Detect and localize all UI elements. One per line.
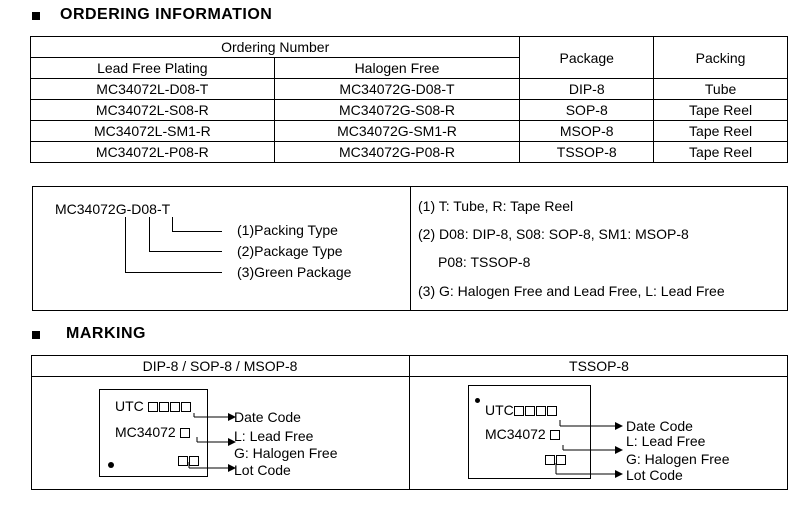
label-lot-code: Lot Code [234, 462, 291, 478]
note-package-cont [438, 254, 530, 270]
table-row [31, 121, 788, 142]
label-halogen-free: G: Halogen Free [626, 451, 730, 467]
header-halogen-free: Halogen Free [274, 58, 520, 79]
note-key: (3) G [418, 283, 450, 299]
label-lead-free: L: Lead Free [234, 428, 314, 444]
note-key: S08 [516, 226, 541, 242]
cell-halogen-free: MC34072G-P08-R [274, 142, 520, 163]
note-key: (1) T [418, 198, 446, 214]
pin1-dot-icon [475, 398, 480, 403]
arrow-head-icon [615, 422, 623, 430]
label-halogen-free: G: Halogen Free [234, 445, 338, 461]
note-text: : SOP-8, [540, 226, 599, 242]
part-code-divider [410, 186, 411, 311]
label-lot-code: Lot Code [626, 467, 683, 483]
right-arrows [540, 408, 630, 488]
cell-packing: Tape Reel [654, 142, 788, 163]
ordering-table [30, 36, 788, 163]
cell-package: MSOP-8 [520, 121, 654, 142]
note-text: : TSSOP-8 [462, 254, 531, 270]
note-green [418, 283, 725, 299]
note-key: R [492, 198, 503, 214]
label-lead-free: L: Lead Free [626, 433, 706, 449]
label-date-code: Date Code [234, 409, 301, 425]
note-package [418, 226, 689, 242]
note-text: : Halogen Free and Lead Free, [449, 283, 646, 299]
ordering-title: ORDERING INFORMATION [60, 6, 273, 23]
header-lead-free: Lead Free Plating [31, 58, 275, 79]
chip-part-text: MC34072 [115, 424, 176, 440]
tree-line-2-h [149, 251, 222, 252]
header-ordering-number: Ordering Number [31, 37, 520, 58]
note-text: : Tube, [445, 198, 493, 214]
cell-halogen-free: MC34072G-SM1-R [274, 121, 520, 142]
box-icon [525, 406, 535, 416]
marking-title: MARKING [66, 325, 146, 342]
tree-line-3-v [125, 217, 126, 272]
cell-lead-free: MC34072L-D08-T [31, 79, 275, 100]
note-packing [418, 198, 573, 214]
part-code-text: MC34072G-D08-T [55, 201, 171, 217]
cell-package: DIP-8 [520, 79, 654, 100]
box-icon [148, 402, 158, 412]
section-bullet-icon [32, 12, 40, 20]
label-date-code: Date Code [626, 418, 693, 434]
arrow-head-icon [615, 446, 623, 454]
note-key: P08 [438, 254, 463, 270]
box-icon [514, 406, 524, 416]
tree-line-1-v [172, 217, 173, 231]
cell-halogen-free: MC34072G-S08-R [274, 100, 520, 121]
label-packing-type: (1)Packing Type [237, 222, 338, 238]
left-arrows [170, 400, 240, 480]
marking-right-header: TSSOP-8 [569, 358, 629, 374]
note-text: : Lead Free [653, 283, 725, 299]
note-text: : Tape Reel [502, 198, 574, 214]
cell-lead-free: MC34072L-P08-R [31, 142, 275, 163]
cell-lead-free: MC34072L-SM1-R [31, 121, 275, 142]
label-green-package: (3)Green Package [237, 264, 352, 280]
cell-halogen-free: MC34072G-D08-T [274, 79, 520, 100]
table-row [31, 79, 788, 100]
tree-line-1-h [172, 231, 222, 232]
label-package-type: (2)Package Type [237, 243, 343, 259]
note-key: SM1 [598, 226, 628, 242]
chip-brand-text: UTC [115, 398, 144, 414]
cell-packing: Tape Reel [654, 121, 788, 142]
table-row [31, 100, 788, 121]
chip-part-text: MC34072 [485, 426, 546, 442]
note-key: (2) D08 [418, 226, 465, 242]
box-icon [159, 402, 169, 412]
pin1-dot-icon [108, 462, 114, 468]
cell-lead-free: MC34072L-S08-R [31, 100, 275, 121]
tree-line-3-h [125, 272, 222, 273]
cell-packing: Tape Reel [654, 100, 788, 121]
chip-brand-text: UTC [485, 402, 514, 418]
table-row [31, 142, 788, 163]
header-package: Package [520, 37, 654, 79]
arrow-head-icon [615, 470, 623, 478]
note-text: : MSOP-8 [627, 226, 689, 242]
cell-packing: Tube [654, 79, 788, 100]
note-key: L [645, 283, 654, 299]
header-packing: Packing [654, 37, 788, 79]
cell-package: TSSOP-8 [520, 142, 654, 163]
cell-package: SOP-8 [520, 100, 654, 121]
tree-line-2-v [149, 217, 150, 251]
section-bullet-icon [32, 331, 40, 339]
marking-divider [409, 355, 410, 490]
note-text: : DIP-8, [464, 226, 517, 242]
marking-left-header: DIP-8 / SOP-8 / MSOP-8 [142, 358, 298, 374]
